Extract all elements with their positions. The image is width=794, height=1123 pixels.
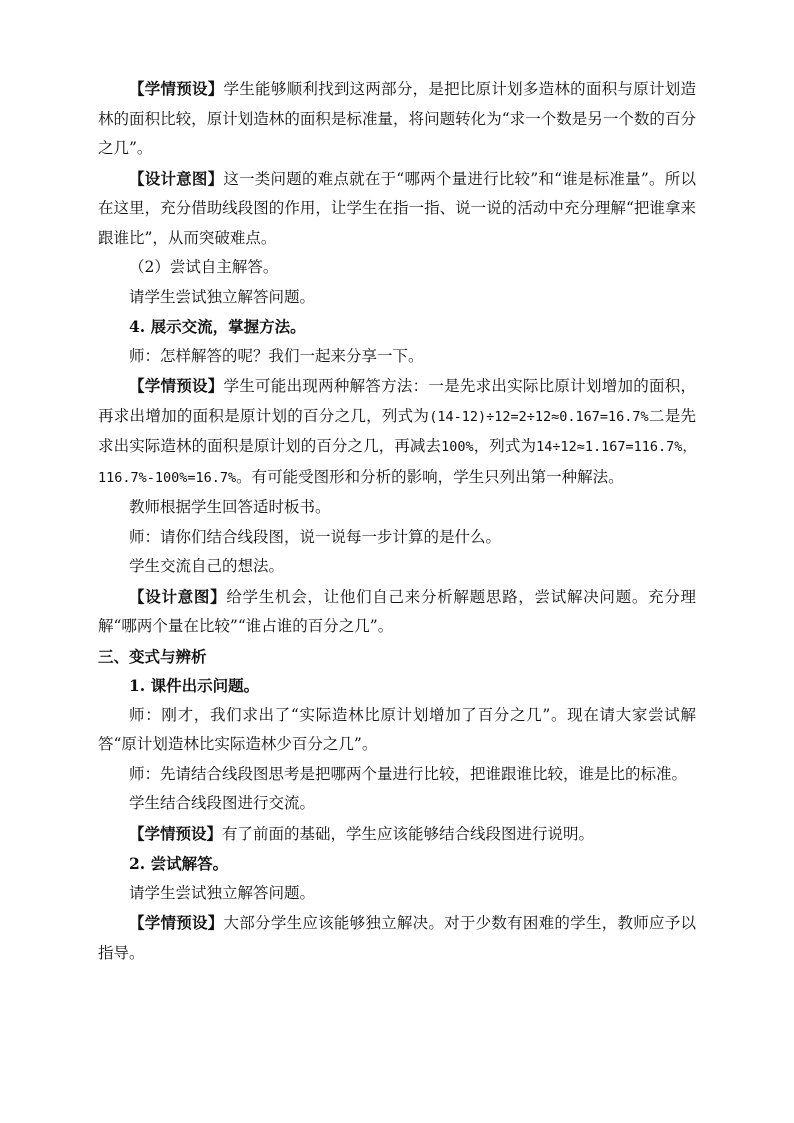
teacher-line-new-question: 师：刚才，我们求出了“实际造林比原计划增加了百分之几”。现在请大家尝试解答“原计划造林比实际造林少百分之几”。	[98, 705, 696, 753]
section-heading-variation: 三、变式与辨析	[98, 646, 207, 666]
tag-design-intent: 【设计意图】	[129, 586, 227, 606]
tag-learning-preset: 【学情预设】	[129, 79, 224, 98]
paragraph-text: 学生能够顺利找到这两部分，是把比原计划多造林的面积与原计划造林的面积比较，原计划造林的面积是标准量，将问题转化为“求一个数是另一个数的百分之几”。	[98, 80, 696, 157]
students-exchange-ideas: 学生交流自己的想法。	[129, 557, 285, 575]
paragraph-text: ，列式为	[473, 437, 537, 455]
teacher-line-think-diagram: 师：先请结合线段图思考是把哪两个量进行比较，把谁跟谁比较，谁是比的标准。	[129, 764, 688, 783]
paragraph-learning-preset-4	[98, 908, 696, 968]
heading-try-answer: 2. 尝试解答。	[129, 854, 229, 873]
heading-show-and-share: 4. 展示交流，掌握方法。	[129, 317, 306, 336]
tag-design-intent: 【设计意图】	[129, 168, 224, 188]
heading-show-question: 1. 课件出示问题。	[129, 676, 260, 695]
formula-method-2: 14÷12≈1.167=116.7%，116.7%-100%=16.7%	[98, 439, 696, 486]
tag-learning-preset: 【学情预设】	[129, 823, 223, 843]
instruction-solve-independently-2: 请学生尝试独立解答问题。	[129, 883, 316, 902]
step-try-solve: （2）尝试自主解答。	[129, 258, 279, 276]
instruction-solve-independently: 请学生尝试独立解答问题。	[129, 287, 316, 306]
formula-method-1: (14-12)÷12=2÷12≈0.167=16.7%	[429, 408, 649, 425]
paragraph-text: 二是先求出实际造林的面积是原计划的百分之几，再减去	[98, 406, 696, 455]
paragraph-learning-preset-2	[98, 371, 696, 493]
teacher-line-share: 师：怎样解答的呢？我们一起来分享一下。	[129, 346, 424, 365]
paragraph-design-intent-2	[98, 582, 696, 642]
paragraph-text: 学生可能出现两种解答方法：一是先求出实际比原计划增加的面积，再求出增加的面积是原计划的百分之几，列式为	[98, 377, 696, 425]
formula-hundred-percent: 100%	[441, 439, 474, 455]
teacher-board-writing: 教师根据学生回答适时板书。	[129, 498, 331, 516]
paragraph-design-intent-1	[98, 164, 696, 254]
paragraph-learning-preset-3	[98, 819, 696, 850]
paragraph-text: 这一类问题的难点就在于“哪两个量进行比较”和“谁是标准量”。所以在这里，充分借助线段图的作用，让学生在指一指、说一说的活动中充分理解“把谁拿来跟谁比”，从而突破难点。	[98, 169, 696, 247]
students-discuss-diagram: 学生结合线段图进行交流。	[129, 794, 316, 812]
paragraph-text: 大部分学生应该能够独立解决。对于少数有困难的学生，教师应予以指导。	[98, 914, 696, 962]
paragraph-learning-preset-1	[98, 74, 696, 164]
tag-learning-preset: 【学情预设】	[129, 913, 224, 932]
paragraph-text: 给学生机会，让他们自己来分析解题思路，尝试解决问题。充分理解“哪两个量在比较”“谁占谁的百分之几”。	[98, 587, 696, 635]
tag-learning-preset: 【学情预设】	[129, 376, 224, 395]
paragraph-text: 。有可能受图形和分析的影响，学生只列出第一种解法。	[236, 467, 624, 486]
teacher-line-explain-steps: 师：请你们结合线段图，说一说每一步计算的是什么。	[129, 527, 502, 546]
paragraph-text: 有了前面的基础，学生应该能够结合线段图进行说明。	[222, 824, 595, 843]
lesson-plan-body	[98, 74, 696, 968]
